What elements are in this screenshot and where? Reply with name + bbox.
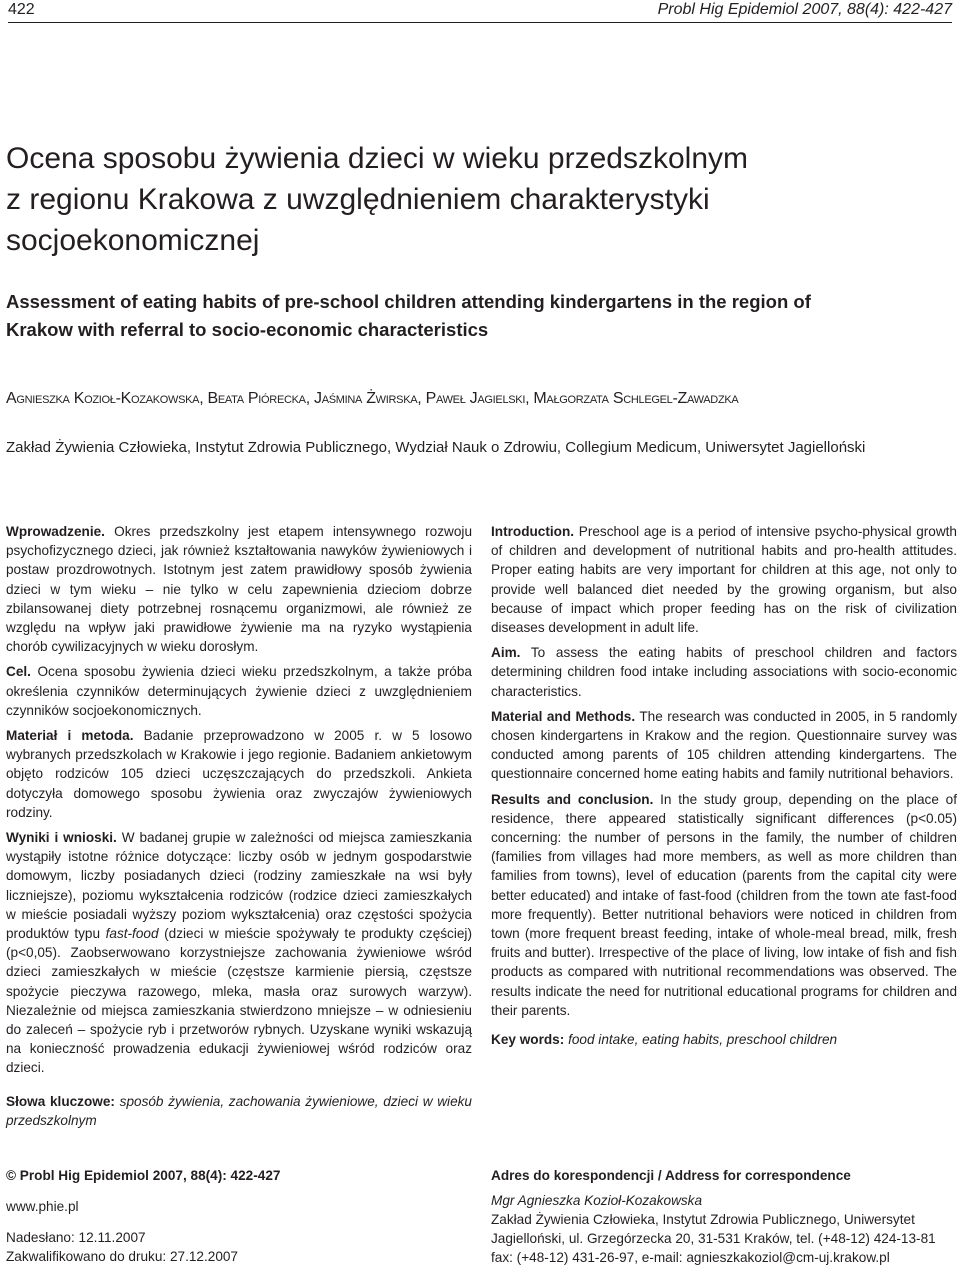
citation: © Probl Hig Epidemiol 2007, 88(4): 422-427 (6, 1168, 281, 1183)
keywords-text: food intake, eating habits, preschool children (568, 1032, 838, 1048)
section-text: In the study group, depending on the place of residence, there appeared statistically significant differences (p<0.05) concerning: the number of persons in the family, the number of children (families from villages had more members, as well as more children than families from towns), level of education (parents from the capital city were better educated) and intake of fast-food (children from the town ate fast-food more frequently). Better nutritional behaviors were noticed in children from town (more frequent breast feeding, intake of whole-meal bread, milk, fresh fruits and butter). Irrespective of the place of living, low intake of fish and fish products as compared with nutritional recommendations was observed. The results indicate the need for nutritional educational programs for children and their parents. (491, 791, 957, 1018)
section-text: Preschool age is a period of intensive psycho-physical growth of children and development of nutritional habits and pro-health attitudes. Proper eating habits are very important for children at this age, not only to provide well balanced diet needed by the growing organism, but also because of impact which proper feeding has on the risk of civilization diseases development in adult life. (491, 524, 957, 636)
correspondence-line: Zakład Żywienia Człowieka, Instytut Zdrowia Publicznego, Uniwersytet (491, 1212, 915, 1227)
section-heading: Wprowadzenie. (6, 524, 105, 539)
abstract-pl-introduction (6, 522, 472, 656)
abstract-en-introduction (491, 522, 957, 637)
correspondence-line: Jagielloński, ul. Grzegórzecka 20, 31-531 Kraków, tel. (+48-12) 424-13-81 (491, 1231, 936, 1246)
journal-reference: Probl Hig Epidemiol 2007, 88(4): 422-427 (657, 1, 952, 18)
abstract-english (491, 522, 957, 1055)
abstract-en-results (491, 790, 957, 1020)
section-text: The research was conducted in 2005, in 5 randomly chosen kindergartens in Krakow and the region. Questionnaire survey was conducted among parents of 105 children attending kindergartens. The questionnaire concerned home eating habits and family nutritional behaviors. (491, 708, 957, 782)
section-text-italic: fast-food (105, 926, 159, 942)
authors: Agnieszka Kozioł-Kozakowska, Beata Piórecka, Jaśmina Żwirska, Paweł Jagielski, Małgorzata Schlegel-Zawadzka (6, 390, 739, 407)
section-heading: Aim. (491, 645, 521, 661)
publication-info (6, 1166, 466, 1266)
affiliation: Zakład Żywienia Człowieka, Instytut Zdrowia Publicznego, Wydział Nauk o Zdrowiu, Collegium Medicum, Uniwersytet Jagielloński (6, 439, 866, 456)
abstract-en-methods (491, 707, 957, 784)
section-heading: Results and conclusion. (491, 791, 654, 807)
page-number: 422 (8, 1, 35, 18)
title-english-line: Assessment of eating habits of pre-school children attending kindergartens in the region of (6, 291, 811, 312)
title-english-line: Krakow with referral to socio-economic characteristics (6, 319, 489, 340)
section-text: Okres przedszkolny jest etapem intensywnego rozwoju psychofizycznego dzieci, jak również kształtowania nawyków żywieniowych i postaw prozdrowotnych. Istotnym jest zatem prawidłowy sposób żywienia dzieci w tym wieku – nie tylko w celu zapewnienia dzieciom dobrze zbilansowanej diety potrzebnej rosnącemu organizmowi, ale również ze względu na wpływ jaki prawidłowe żywienie ma na ryzyko wystąpienia chorób cywilizacyjnych w wieku dorosłym. (6, 524, 473, 655)
section-text: (dzieci w mieście spożywały te produkty częściej) (p<0,05). Zaobserwowano korzystniejsze zachowania żywieniowe wśród dzieci zamieszkałych w mieście (częstsze karmienie piersią, częstsze spożycie pieczywa razowego, mleka, masła oraz surowych warzyw). Niezależnie od miejsca zamieszkania stwierdzono mniejsze – w odniesieniu do zaleceń – spożycie ryb i przetworów rybnych. Uzyskane wyniki wskazują na konieczność prowadzenia edukacji żywieniowej wśród rodziców oraz dzieci. (6, 926, 472, 1076)
title-english (6, 288, 936, 344)
keywords-text: sposób żywienia, zachowania żywieniowe, dzieci w wieku przedszkolnym (6, 1093, 472, 1128)
section-heading: Cel. (6, 664, 31, 680)
abstract-pl-methods (6, 726, 472, 822)
section-heading: Introduction. (491, 524, 575, 539)
section-text: W badanej grupie w zależności od miejsca zamieszkania wystąpiły istotne różnice dotyczące: liczby osób w jednym gospodarstwie domowym, liczby posiadanych dzieci (rodziny zamieszkałe na wsi były liczniejsze), poziomu wykształcenia rodziców (rodzice dzieci zamieszkałych w mieście posiadali wyższy poziom wykształcenia) oraz częstości spożycia produktów typu (6, 830, 472, 942)
abstract-en-aim (491, 643, 957, 701)
title-polish-line: z regionu Krakowa z uwzględnieniem charakterystyki (6, 183, 710, 216)
correspondence-name: Mgr Agnieszka Kozioł-Kozakowska (491, 1193, 703, 1208)
section-text: Badanie przeprowadzono w 2005 r. w 5 losowo wybranych przedszkolach w Krakowie i jego regionie. Badaniem ankietowym objęto rodziców 105 dzieci uczęszczających do przedszkoli. Ankieta dotyczyła domowego sposobu żywienia oraz zwyczajów żywieniowych rodziny. (6, 728, 473, 820)
section-heading: Material and Methods. (491, 708, 636, 724)
received-date: Nadesłano: 12.11.2007 (6, 1230, 146, 1245)
title-polish (6, 138, 946, 261)
abstract-pl-aim (6, 662, 472, 720)
keywords-label: Key words: (491, 1032, 565, 1048)
title-polish-line: Ocena sposobu żywienia dzieci w wieku przedszkolnym (6, 142, 749, 175)
section-heading: Wyniki i wnioski. (6, 830, 117, 846)
title-polish-line: socjoekonomicznej (6, 224, 260, 257)
abstract-pl-keywords (6, 1092, 472, 1130)
section-text: To assess the eating habits of preschool children and factors determining children food intake including associations with socio-economic characteristics. (491, 645, 958, 699)
section-text: Ocena sposobu żywienia dzieci wieku przedszkolnym, a także próba określenia czynników determinujących żywienie dzieci z uwzględnieniem czynników socjoekonomicznych. (6, 664, 472, 718)
correspondence-title: Adres do korespondencji / Address for correspondence (491, 1168, 851, 1183)
abstract-en-keywords (491, 1030, 957, 1049)
accepted-date: Zakwalifikowano do druku: 27.12.2007 (6, 1249, 238, 1264)
correspondence-contact: fax: (+48-12) 431-26-97, e-mail: agnieszkakoziol@cm-uj.krakow.pl (491, 1250, 890, 1265)
running-header (8, 0, 952, 23)
abstract-pl-results (6, 828, 472, 1078)
abstract-polish (6, 522, 472, 1136)
section-heading: Materiał i metoda. (6, 728, 134, 744)
keywords-label: Słowa kluczowe: (6, 1093, 115, 1109)
correspondence-address (491, 1166, 957, 1267)
website-link[interactable]: www.phie.pl (6, 1199, 79, 1214)
